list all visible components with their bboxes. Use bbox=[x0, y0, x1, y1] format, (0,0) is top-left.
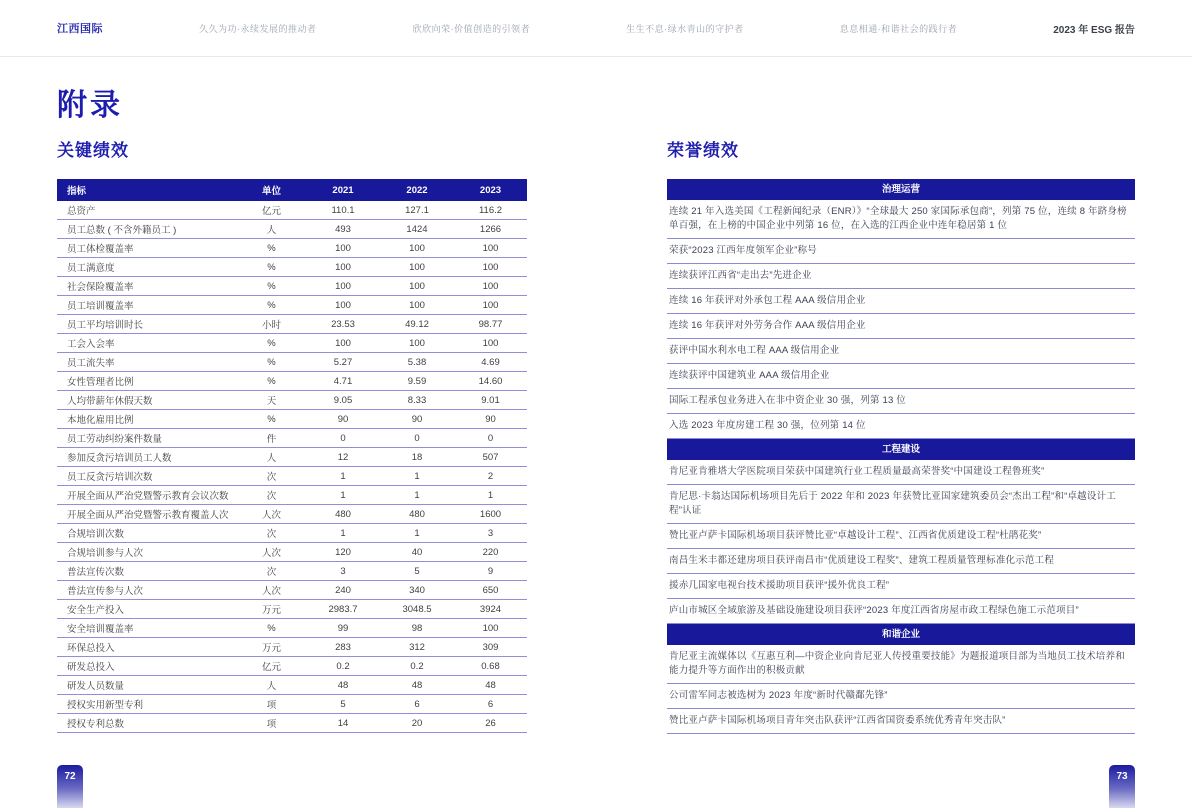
kpi-value-2023: 6 bbox=[454, 695, 527, 714]
kpi-value-2022: 100 bbox=[380, 239, 454, 258]
kpi-unit: 次 bbox=[237, 467, 306, 486]
honor-group-title: 和谐企业 bbox=[667, 624, 1135, 645]
kpi-unit: 人次 bbox=[237, 581, 306, 600]
honor-item: 连续 16 年获评对外劳务合作 AAA 级信用企业 bbox=[667, 314, 1135, 339]
kpi-unit: 亿元 bbox=[237, 657, 306, 676]
kpi-indicator: 环保总投入 bbox=[57, 638, 237, 657]
kpi-table-row bbox=[57, 695, 527, 714]
kpi-indicator: 员工流失率 bbox=[57, 353, 237, 372]
kpi-value-2021: 110.1 bbox=[306, 201, 380, 220]
kpi-unit: 人 bbox=[237, 220, 306, 239]
kpi-indicator: 员工劳动纠纷案件数量 bbox=[57, 429, 237, 448]
kpi-value-2021: 240 bbox=[306, 581, 380, 600]
kpi-value-2022: 8.33 bbox=[380, 391, 454, 410]
kpi-value-2022: 40 bbox=[380, 543, 454, 562]
kpi-value-2022: 49.12 bbox=[380, 315, 454, 334]
kpi-value-2021: 23.53 bbox=[306, 315, 380, 334]
kpi-value-2021: 100 bbox=[306, 258, 380, 277]
kpi-unit: 人次 bbox=[237, 543, 306, 562]
kpi-indicator: 合规培训参与人次 bbox=[57, 543, 237, 562]
kpi-value-2023: 9.01 bbox=[454, 391, 527, 410]
header-slogan-1: 久久为功·永续发展的推动者 bbox=[199, 23, 317, 34]
kpi-unit: 次 bbox=[237, 486, 306, 505]
kpi-indicator: 员工培训覆盖率 bbox=[57, 296, 237, 315]
kpi-value-2022: 90 bbox=[380, 410, 454, 429]
report-name: 2023 年 ESG 报告 bbox=[1053, 24, 1135, 36]
kpi-value-2021: 9.05 bbox=[306, 391, 380, 410]
kpi-value-2022: 0.2 bbox=[380, 657, 454, 676]
honor-item: 肯尼亚肯雅塔大学医院项目荣获中国建筑行业工程质量最高荣誉奖“中国建设工程鲁班奖” bbox=[667, 460, 1135, 485]
kpi-unit: % bbox=[237, 334, 306, 353]
kpi-value-2022: 340 bbox=[380, 581, 454, 600]
kpi-unit: % bbox=[237, 619, 306, 638]
kpi-table-row bbox=[57, 524, 527, 543]
kpi-value-2022: 1 bbox=[380, 524, 454, 543]
kpi-value-2023: 14.60 bbox=[454, 372, 527, 391]
kpi-value-2023: 48 bbox=[454, 676, 527, 695]
kpi-table-row bbox=[57, 296, 527, 315]
kpi-value-2021: 14 bbox=[306, 714, 380, 733]
kpi-value-2022: 9.59 bbox=[380, 372, 454, 391]
kpi-value-2023: 26 bbox=[454, 714, 527, 733]
kpi-table-header-row bbox=[57, 179, 527, 201]
report-header bbox=[0, 0, 1192, 57]
header-slogan-3: 生生不息·绿水青山的守护者 bbox=[626, 23, 744, 34]
kpi-unit: 次 bbox=[237, 562, 306, 581]
kpi-unit: 次 bbox=[237, 524, 306, 543]
kpi-indicator: 员工反贪污培训次数 bbox=[57, 467, 237, 486]
kpi-value-2021: 100 bbox=[306, 277, 380, 296]
kpi-value-2023: 100 bbox=[454, 296, 527, 315]
honor-item: 荣获“2023 江西年度领军企业”称号 bbox=[667, 239, 1135, 264]
kpi-value-2021: 48 bbox=[306, 676, 380, 695]
kpi-table-row bbox=[57, 638, 527, 657]
honor-item: 赞比亚卢萨卡国际机场项目青年突击队获评“江西省国资委系统优秀青年突击队” bbox=[667, 709, 1135, 734]
kpi-table-row bbox=[57, 467, 527, 486]
honor-performance-list bbox=[667, 179, 1135, 734]
kpi-value-2021: 100 bbox=[306, 239, 380, 258]
kpi-table-row bbox=[57, 543, 527, 562]
kpi-unit: 人 bbox=[237, 676, 306, 695]
key-performance-table bbox=[57, 179, 527, 733]
kpi-indicator: 参加反贪污培训员工人数 bbox=[57, 448, 237, 467]
kpi-table-row bbox=[57, 410, 527, 429]
kpi-value-2022: 48 bbox=[380, 676, 454, 695]
kpi-header-2021: 2021 bbox=[306, 179, 380, 201]
kpi-value-2021: 5.27 bbox=[306, 353, 380, 372]
kpi-indicator: 员工满意度 bbox=[57, 258, 237, 277]
kpi-unit: 人次 bbox=[237, 505, 306, 524]
kpi-table-row bbox=[57, 315, 527, 334]
kpi-unit: 亿元 bbox=[237, 201, 306, 220]
kpi-value-2022: 1 bbox=[380, 467, 454, 486]
kpi-value-2023: 309 bbox=[454, 638, 527, 657]
honor-item: 赞比亚卢萨卡国际机场项目获评赞比亚“卓越设计工程”、江西省优质建设工程“杜鹃花奖” bbox=[667, 524, 1135, 549]
kpi-unit: 万元 bbox=[237, 638, 306, 657]
kpi-value-2023: 507 bbox=[454, 448, 527, 467]
kpi-unit: 件 bbox=[237, 429, 306, 448]
honor-item: 援赤几国家电视台技术援助项目获评“援外优良工程” bbox=[667, 574, 1135, 599]
kpi-table-row bbox=[57, 353, 527, 372]
honor-item: 连续 16 年获评对外承包工程 AAA 级信用企业 bbox=[667, 289, 1135, 314]
kpi-value-2023: 100 bbox=[454, 239, 527, 258]
kpi-value-2023: 0.68 bbox=[454, 657, 527, 676]
kpi-value-2023: 100 bbox=[454, 258, 527, 277]
section-title-key-performance: 关键绩效 bbox=[57, 141, 129, 160]
kpi-value-2022: 1424 bbox=[380, 220, 454, 239]
kpi-value-2023: 4.69 bbox=[454, 353, 527, 372]
kpi-value-2021: 0 bbox=[306, 429, 380, 448]
kpi-value-2022: 3048.5 bbox=[380, 600, 454, 619]
kpi-value-2022: 100 bbox=[380, 277, 454, 296]
kpi-value-2023: 650 bbox=[454, 581, 527, 600]
kpi-indicator: 研发总投入 bbox=[57, 657, 237, 676]
kpi-value-2022: 18 bbox=[380, 448, 454, 467]
kpi-indicator: 授权专利总数 bbox=[57, 714, 237, 733]
kpi-value-2023: 116.2 bbox=[454, 201, 527, 220]
honor-group-title: 治理运营 bbox=[667, 179, 1135, 200]
kpi-table-row bbox=[57, 391, 527, 410]
honor-item: 公司雷军同志被选树为 2023 年度“新时代赣鄱先锋” bbox=[667, 684, 1135, 709]
kpi-indicator: 社会保险覆盖率 bbox=[57, 277, 237, 296]
kpi-table-row bbox=[57, 372, 527, 391]
kpi-table-row bbox=[57, 562, 527, 581]
kpi-value-2022: 100 bbox=[380, 258, 454, 277]
kpi-header-unit: 单位 bbox=[237, 179, 306, 201]
kpi-table-row bbox=[57, 600, 527, 619]
honor-item: 国际工程承包业务进入在非中资企业 30 强，列第 13 位 bbox=[667, 389, 1135, 414]
kpi-unit: % bbox=[237, 372, 306, 391]
kpi-indicator: 普法宣传参与人次 bbox=[57, 581, 237, 600]
kpi-unit: % bbox=[237, 258, 306, 277]
honor-item: 南昌生米丰都还建房项目获评南昌市“优质建设工程奖”、建筑工程质量管理标准化示范工程 bbox=[667, 549, 1135, 574]
kpi-value-2021: 3 bbox=[306, 562, 380, 581]
kpi-value-2023: 1 bbox=[454, 486, 527, 505]
kpi-value-2021: 99 bbox=[306, 619, 380, 638]
kpi-indicator: 普法宣传次数 bbox=[57, 562, 237, 581]
kpi-value-2021: 1 bbox=[306, 467, 380, 486]
kpi-value-2023: 100 bbox=[454, 334, 527, 353]
honor-item: 庐山市城区全域旅游及基础设施建设项目获评“2023 年度江西省房屋市政工程绿色施工示范项目” bbox=[667, 599, 1135, 624]
page-number-badge-right: 73 bbox=[1109, 765, 1135, 808]
brand-logo-text: 江西国际 bbox=[57, 23, 103, 35]
kpi-value-2021: 0.2 bbox=[306, 657, 380, 676]
honor-item: 肯尼亚主流媒体以《互惠互利—中资企业向肯尼亚人传授重要技能》为题报道项目部为当地员工技术培养和能力提升等方面作出的积极贡献 bbox=[667, 645, 1135, 684]
kpi-indicator: 员工总数 ( 不含外籍员工 ) bbox=[57, 220, 237, 239]
kpi-value-2022: 98 bbox=[380, 619, 454, 638]
kpi-value-2023: 100 bbox=[454, 277, 527, 296]
honor-item: 连续获评中国建筑业 AAA 级信用企业 bbox=[667, 364, 1135, 389]
kpi-value-2021: 2983.7 bbox=[306, 600, 380, 619]
kpi-indicator: 本地化雇用比例 bbox=[57, 410, 237, 429]
kpi-unit: % bbox=[237, 239, 306, 258]
honor-group-title: 工程建设 bbox=[667, 439, 1135, 460]
kpi-value-2021: 5 bbox=[306, 695, 380, 714]
kpi-value-2021: 12 bbox=[306, 448, 380, 467]
kpi-table-row bbox=[57, 429, 527, 448]
kpi-indicator: 安全培训覆盖率 bbox=[57, 619, 237, 638]
kpi-table-row bbox=[57, 581, 527, 600]
kpi-value-2022: 480 bbox=[380, 505, 454, 524]
kpi-value-2022: 1 bbox=[380, 486, 454, 505]
honor-item: 肯尼思·卡翁达国际机场项目先后于 2022 年和 2023 年获赞比亚国家建筑委员会“杰出工程”和“卓越设计工程”认证 bbox=[667, 485, 1135, 524]
kpi-value-2023: 1600 bbox=[454, 505, 527, 524]
kpi-value-2021: 90 bbox=[306, 410, 380, 429]
kpi-value-2023: 1266 bbox=[454, 220, 527, 239]
kpi-table-row bbox=[57, 239, 527, 258]
kpi-value-2021: 493 bbox=[306, 220, 380, 239]
kpi-unit: 人 bbox=[237, 448, 306, 467]
page-title-appendix: 附录 bbox=[57, 89, 123, 122]
kpi-value-2023: 100 bbox=[454, 619, 527, 638]
honor-item: 连续获评江西省“走出去”先进企业 bbox=[667, 264, 1135, 289]
kpi-value-2022: 100 bbox=[380, 296, 454, 315]
header-slogan-4: 息息相通·和谐社会的践行者 bbox=[839, 23, 958, 34]
kpi-indicator: 开展全面从严治党暨警示教育覆盖人次 bbox=[57, 505, 237, 524]
kpi-unit: % bbox=[237, 353, 306, 372]
kpi-indicator: 员工体检覆盖率 bbox=[57, 239, 237, 258]
kpi-value-2023: 98.77 bbox=[454, 315, 527, 334]
kpi-indicator: 合规培训次数 bbox=[57, 524, 237, 543]
kpi-value-2022: 312 bbox=[380, 638, 454, 657]
kpi-unit: % bbox=[237, 277, 306, 296]
honor-item: 获评中国水利水电工程 AAA 级信用企业 bbox=[667, 339, 1135, 364]
kpi-header-2022: 2022 bbox=[380, 179, 454, 201]
kpi-unit: 天 bbox=[237, 391, 306, 410]
kpi-value-2021: 1 bbox=[306, 486, 380, 505]
kpi-value-2023: 2 bbox=[454, 467, 527, 486]
kpi-table-row bbox=[57, 448, 527, 467]
kpi-value-2021: 100 bbox=[306, 334, 380, 353]
kpi-unit: 项 bbox=[237, 695, 306, 714]
kpi-value-2021: 120 bbox=[306, 543, 380, 562]
kpi-table-row bbox=[57, 505, 527, 524]
kpi-value-2022: 0 bbox=[380, 429, 454, 448]
kpi-value-2023: 0 bbox=[454, 429, 527, 448]
kpi-table-row bbox=[57, 486, 527, 505]
kpi-indicator: 安全生产投入 bbox=[57, 600, 237, 619]
kpi-indicator: 授权实用新型专利 bbox=[57, 695, 237, 714]
kpi-table-row bbox=[57, 334, 527, 353]
kpi-table-row bbox=[57, 201, 527, 220]
kpi-indicator: 女性管理者比例 bbox=[57, 372, 237, 391]
kpi-value-2023: 3 bbox=[454, 524, 527, 543]
header-slogan-2: 欣欣向荣·价值创造的引领者 bbox=[412, 23, 531, 34]
kpi-header-2023: 2023 bbox=[454, 179, 527, 201]
kpi-indicator: 工会入会率 bbox=[57, 334, 237, 353]
kpi-indicator: 人均带薪年休假天数 bbox=[57, 391, 237, 410]
kpi-table-row bbox=[57, 277, 527, 296]
kpi-value-2021: 480 bbox=[306, 505, 380, 524]
kpi-value-2023: 3924 bbox=[454, 600, 527, 619]
kpi-value-2022: 6 bbox=[380, 695, 454, 714]
kpi-value-2023: 9 bbox=[454, 562, 527, 581]
kpi-value-2021: 100 bbox=[306, 296, 380, 315]
kpi-value-2023: 220 bbox=[454, 543, 527, 562]
kpi-value-2021: 4.71 bbox=[306, 372, 380, 391]
kpi-value-2023: 90 bbox=[454, 410, 527, 429]
kpi-table-row bbox=[57, 258, 527, 277]
kpi-unit: % bbox=[237, 410, 306, 429]
kpi-indicator: 总资产 bbox=[57, 201, 237, 220]
kpi-table-row bbox=[57, 714, 527, 733]
kpi-indicator: 开展全面从严治党暨警示教育会议次数 bbox=[57, 486, 237, 505]
kpi-value-2022: 20 bbox=[380, 714, 454, 733]
kpi-table-row bbox=[57, 619, 527, 638]
kpi-unit: 项 bbox=[237, 714, 306, 733]
kpi-value-2022: 100 bbox=[380, 334, 454, 353]
kpi-value-2022: 127.1 bbox=[380, 201, 454, 220]
kpi-value-2022: 5 bbox=[380, 562, 454, 581]
kpi-table-row bbox=[57, 657, 527, 676]
kpi-unit: 万元 bbox=[237, 600, 306, 619]
kpi-value-2021: 1 bbox=[306, 524, 380, 543]
kpi-table-row bbox=[57, 220, 527, 239]
kpi-value-2021: 283 bbox=[306, 638, 380, 657]
kpi-indicator: 研发人员数量 bbox=[57, 676, 237, 695]
kpi-value-2022: 5.38 bbox=[380, 353, 454, 372]
kpi-header-indicator: 指标 bbox=[57, 179, 237, 201]
kpi-unit: % bbox=[237, 296, 306, 315]
section-title-honor-performance: 荣誉绩效 bbox=[667, 141, 739, 160]
honor-item: 入选 2023 年度房建工程 30 强，位列第 14 位 bbox=[667, 414, 1135, 439]
kpi-indicator: 员工平均培训时长 bbox=[57, 315, 237, 334]
kpi-unit: 小时 bbox=[237, 315, 306, 334]
honor-item: 连续 21 年入选美国《工程新闻纪录（ENR）》“全球最大 250 家国际承包商”，列第 75 位，连续 8 年跻身榜单百强，在上榜的中国企业中列第 16 位，在入选的江西企业中连年稳居第 1 位 bbox=[667, 200, 1135, 239]
page-number-badge-left: 72 bbox=[57, 765, 83, 808]
kpi-table-row bbox=[57, 676, 527, 695]
